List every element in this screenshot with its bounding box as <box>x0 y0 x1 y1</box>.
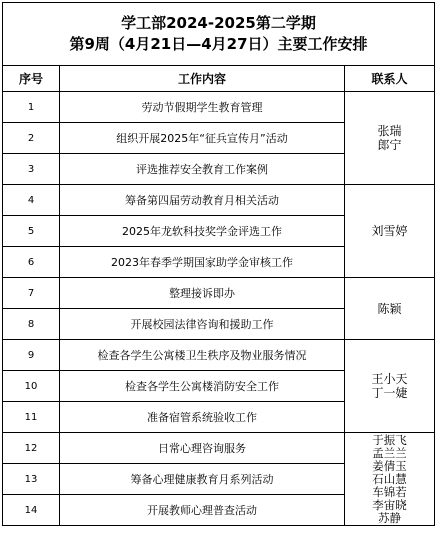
table-row <box>3 92 435 123</box>
row-content: 2025年龙软科技奖学金评选工作 <box>60 216 345 247</box>
row-seq: 7 <box>3 278 60 309</box>
row-content: 2023年春季学期国家助学金审核工作 <box>60 247 345 278</box>
contact-name: 郎宁 <box>377 138 402 152</box>
row-content: 开展教师心理普查活动 <box>60 495 345 526</box>
contact-name: 孟兰兰 <box>372 445 407 460</box>
title-line-1: 学工部2024-2025第二学期 <box>121 14 316 32</box>
contact-cell <box>345 433 435 526</box>
contact-cell <box>345 278 435 340</box>
contact-name: 苏静 <box>378 510 401 525</box>
contact-name: 丁一婕 <box>371 386 408 400</box>
table-row <box>3 433 435 464</box>
row-seq: 9 <box>3 340 60 371</box>
row-content: 组织开展2025年“征兵宣传月”活动 <box>60 123 345 154</box>
table-title <box>3 3 435 66</box>
contact-cell <box>345 92 435 185</box>
row-seq: 6 <box>3 247 60 278</box>
row-seq: 4 <box>3 185 60 216</box>
table-row <box>3 278 435 309</box>
contact-name: 李宙晓 <box>372 497 407 512</box>
contact-name: 张瑞 <box>377 124 402 138</box>
contact-name: 石山慧 <box>372 471 407 486</box>
row-seq: 2 <box>3 123 60 154</box>
row-content: 检查各学生公寓楼消防安全工作 <box>60 371 345 402</box>
row-seq: 1 <box>3 92 60 123</box>
row-content: 筹备心理健康教育月系列活动 <box>60 464 345 495</box>
row-seq: 3 <box>3 154 60 185</box>
row-content: 筹备第四届劳动教育月相关活动 <box>60 185 345 216</box>
contact-name: 车锦若 <box>372 484 407 499</box>
row-content: 开展校园法律咨询和援助工作 <box>60 309 345 340</box>
row-seq: 10 <box>3 371 60 402</box>
row-content: 准备宿管系统验收工作 <box>60 402 345 433</box>
column-header-content: 工作内容 <box>60 66 345 92</box>
contact-name: 姜倩玉 <box>372 458 407 473</box>
contact-cell <box>345 340 435 433</box>
row-seq: 13 <box>3 464 60 495</box>
contact-name: 刘雪婷 <box>371 224 408 238</box>
table-row <box>3 340 435 371</box>
table-row <box>3 185 435 216</box>
title-line-2: 第9周（4月21日—4月27日）主要工作安排 <box>69 35 368 53</box>
contact-name: 王小天 <box>371 372 408 386</box>
row-seq: 5 <box>3 216 60 247</box>
row-content: 劳动节假期学生教育管理 <box>60 92 345 123</box>
row-content: 评选推荐安全教育工作案例 <box>60 154 345 185</box>
contact-name: 于振飞 <box>372 432 407 447</box>
row-seq: 8 <box>3 309 60 340</box>
column-header-contact: 联系人 <box>345 66 435 92</box>
column-header-seq: 序号 <box>3 66 60 92</box>
contact-name: 陈颖 <box>377 301 402 316</box>
row-seq: 14 <box>3 495 60 526</box>
row-content: 整理接诉即办 <box>60 278 345 309</box>
contact-cell <box>345 185 435 278</box>
row-seq: 12 <box>3 433 60 464</box>
row-seq: 11 <box>3 402 60 433</box>
row-content: 日常心理咨询服务 <box>60 433 345 464</box>
work-schedule-table <box>2 2 435 526</box>
row-content: 检查各学生公寓楼卫生秩序及物业服务情况 <box>60 340 345 371</box>
